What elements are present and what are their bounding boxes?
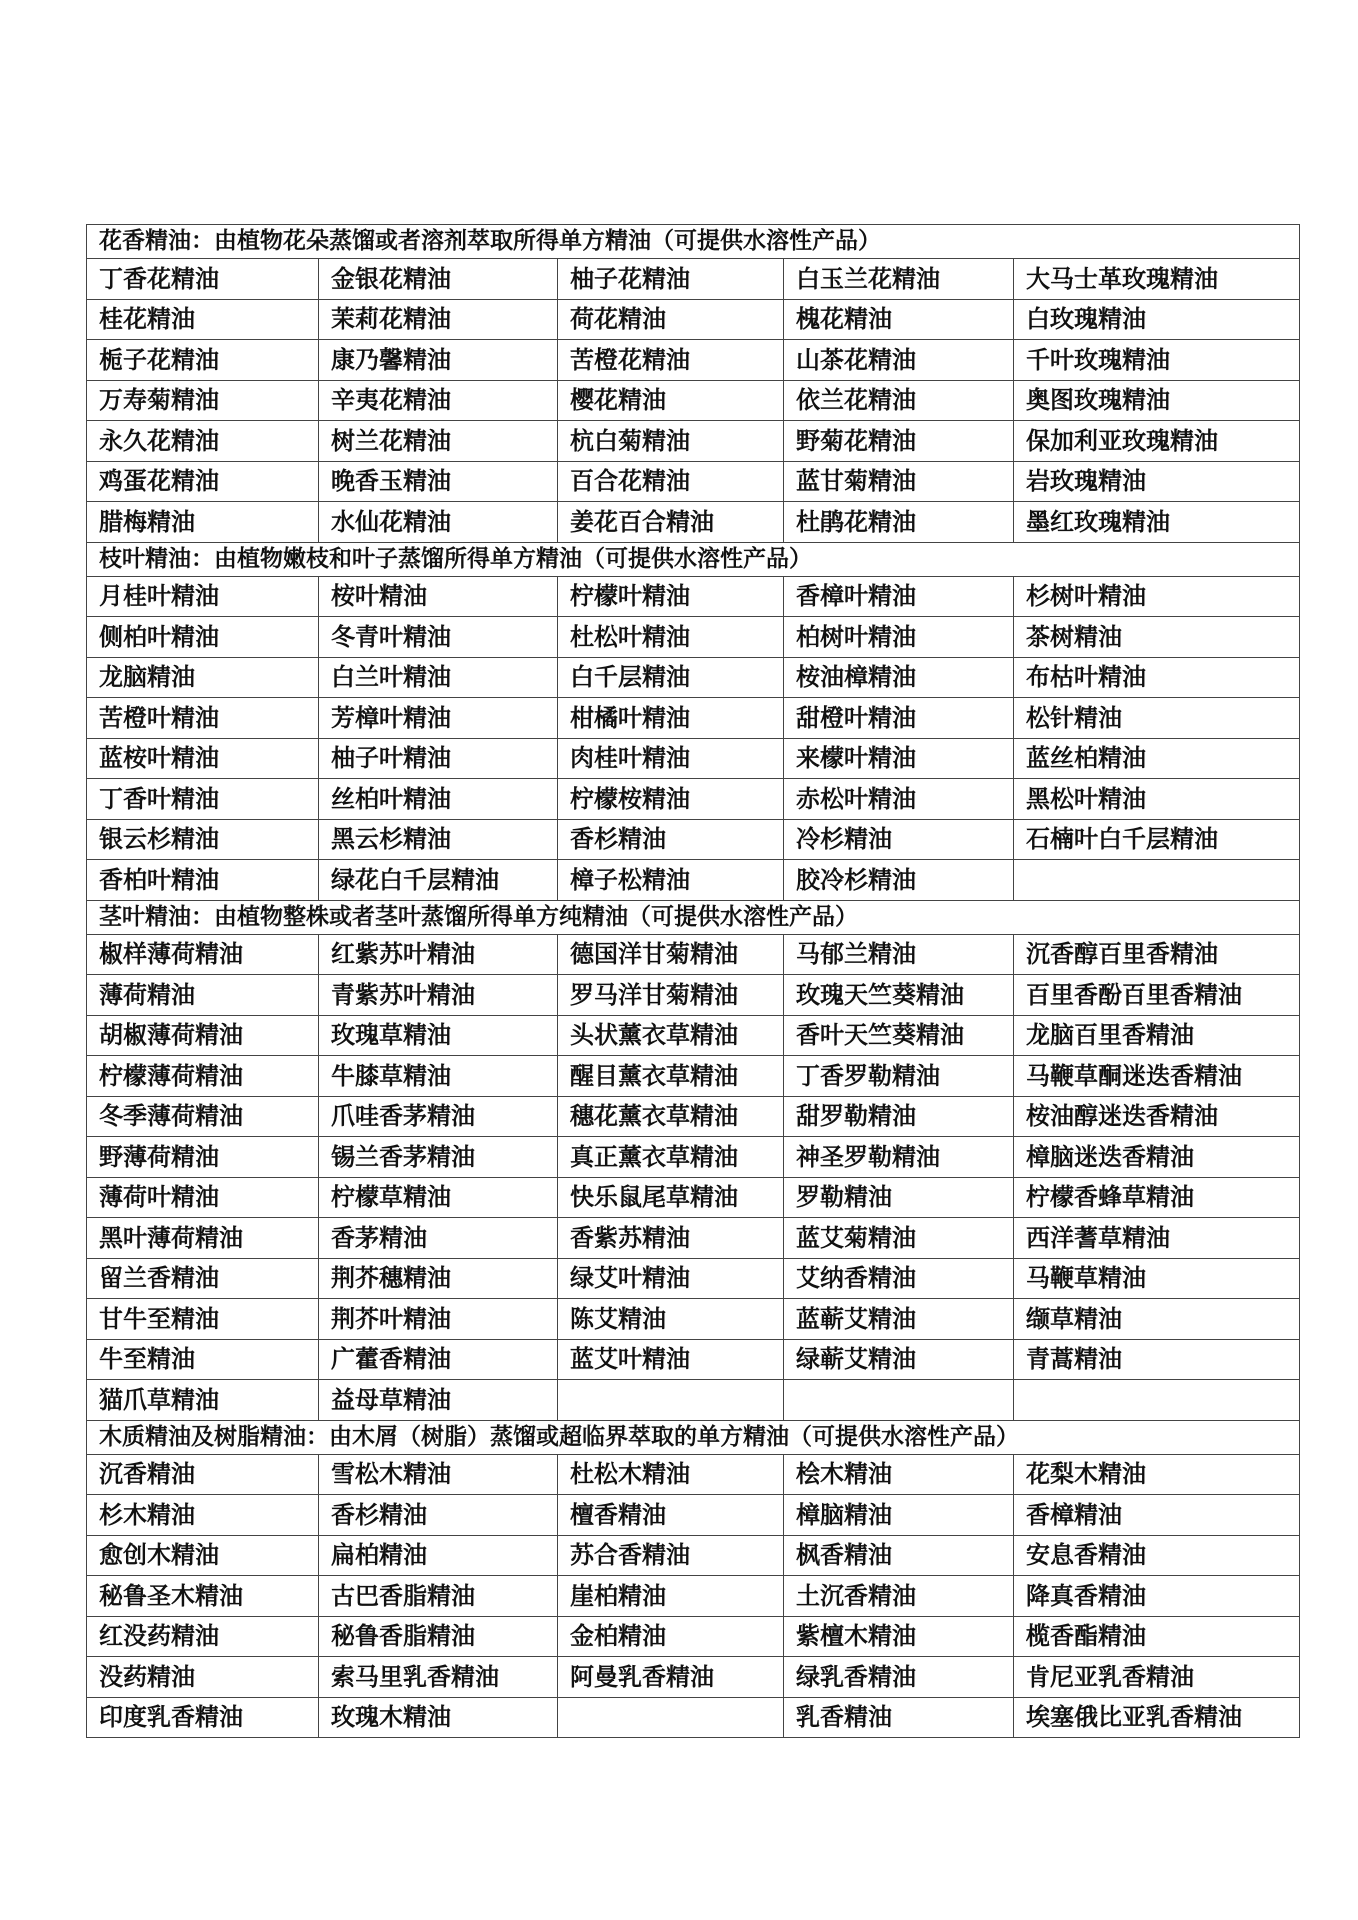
table-cell: 蓝甘菊精油 (784, 461, 1014, 502)
table-cell: 降真香精油 (1014, 1576, 1300, 1617)
table-cell (784, 1380, 1014, 1421)
table-cell: 永久花精油 (87, 421, 319, 462)
table-row (87, 1657, 1300, 1698)
table-cell: 索马里乳香精油 (319, 1657, 558, 1698)
table-cell: 丁香罗勒精油 (784, 1056, 1014, 1097)
table-cell: 百里香酚百里香精油 (1014, 975, 1300, 1016)
table-cell: 罗勒精油 (784, 1177, 1014, 1218)
table-cell: 胶冷杉精油 (784, 860, 1014, 901)
table-cell: 黑云杉精油 (319, 819, 558, 860)
table-row (87, 340, 1300, 381)
table-cell: 牛膝草精油 (319, 1056, 558, 1097)
table-cell: 苏合香精油 (558, 1535, 784, 1576)
table-row (87, 934, 1300, 975)
table-cell: 黑叶薄荷精油 (87, 1218, 319, 1259)
table-cell: 白兰叶精油 (319, 657, 558, 698)
table-cell: 没药精油 (87, 1657, 319, 1698)
table-cell: 阿曼乳香精油 (558, 1657, 784, 1698)
table-cell: 龙脑百里香精油 (1014, 1015, 1300, 1056)
table-cell: 树兰花精油 (319, 421, 558, 462)
table-cell: 杜松木精油 (558, 1454, 784, 1495)
table-cell: 乳香精油 (784, 1697, 1014, 1738)
table-cell: 玫瑰木精油 (319, 1697, 558, 1738)
table-cell: 柑橘叶精油 (558, 698, 784, 739)
table-cell: 杉木精油 (87, 1495, 319, 1536)
table-cell (1014, 1380, 1300, 1421)
table-row (87, 1535, 1300, 1576)
table-cell: 柠檬薄荷精油 (87, 1056, 319, 1097)
table-cell: 薄荷叶精油 (87, 1177, 319, 1218)
table-cell: 野菊花精油 (784, 421, 1014, 462)
table-cell: 马鞭草精油 (1014, 1258, 1300, 1299)
table-cell (558, 1380, 784, 1421)
table-cell: 枫香精油 (784, 1535, 1014, 1576)
table-row (87, 1299, 1300, 1340)
table-cell: 胡椒薄荷精油 (87, 1015, 319, 1056)
table-cell: 香紫苏精油 (558, 1218, 784, 1259)
table-cell: 侧柏叶精油 (87, 617, 319, 658)
table-cell: 爪哇香茅精油 (319, 1096, 558, 1137)
table-cell: 玫瑰天竺葵精油 (784, 975, 1014, 1016)
table-row (87, 1056, 1300, 1097)
table-cell: 广藿香精油 (319, 1339, 558, 1380)
table-cell: 丝柏叶精油 (319, 779, 558, 820)
table-cell: 香樟叶精油 (784, 576, 1014, 617)
table-cell: 马郁兰精油 (784, 934, 1014, 975)
table-cell: 沉香醇百里香精油 (1014, 934, 1300, 975)
table-cell: 柠檬叶精油 (558, 576, 784, 617)
table-cell (1014, 860, 1300, 901)
table-cell: 猫爪草精油 (87, 1380, 319, 1421)
table-cell: 绿乳香精油 (784, 1657, 1014, 1698)
table-row (87, 380, 1300, 421)
table-cell: 柠檬桉精油 (558, 779, 784, 820)
table-cell: 赤松叶精油 (784, 779, 1014, 820)
table-cell: 陈艾精油 (558, 1299, 784, 1340)
table-cell: 桧木精油 (784, 1454, 1014, 1495)
table-cell: 百合花精油 (558, 461, 784, 502)
table-cell: 荷花精油 (558, 299, 784, 340)
table-cell: 甘牛至精油 (87, 1299, 319, 1340)
table-cell: 银云杉精油 (87, 819, 319, 860)
section-header-row (87, 225, 1300, 259)
table-row (87, 1697, 1300, 1738)
table-cell: 鸡蛋花精油 (87, 461, 319, 502)
table-row (87, 1454, 1300, 1495)
table-cell: 冬青叶精油 (319, 617, 558, 658)
table-cell: 水仙花精油 (319, 502, 558, 543)
table-cell: 桉油樟精油 (784, 657, 1014, 698)
table-cell: 冷杉精油 (784, 819, 1014, 860)
table-cell: 墨红玫瑰精油 (1014, 502, 1300, 543)
table-cell: 玫瑰草精油 (319, 1015, 558, 1056)
table-cell: 香杉精油 (558, 819, 784, 860)
table-cell: 苦橙花精油 (558, 340, 784, 381)
table-cell: 真正薰衣草精油 (558, 1137, 784, 1178)
table-cell: 千叶玫瑰精油 (1014, 340, 1300, 381)
table-cell: 醒目薰衣草精油 (558, 1056, 784, 1097)
table-cell: 柠檬香蜂草精油 (1014, 1177, 1300, 1218)
table-row (87, 819, 1300, 860)
table-cell: 冬季薄荷精油 (87, 1096, 319, 1137)
table-cell: 槐花精油 (784, 299, 1014, 340)
table-cell: 樟脑精油 (784, 1495, 1014, 1536)
table-cell: 保加利亚玫瑰精油 (1014, 421, 1300, 462)
table-cell: 椒样薄荷精油 (87, 934, 319, 975)
table-cell: 愈创木精油 (87, 1535, 319, 1576)
table-cell: 依兰花精油 (784, 380, 1014, 421)
table-cell: 白玉兰花精油 (784, 259, 1014, 300)
table-cell: 来檬叶精油 (784, 738, 1014, 779)
table-row (87, 259, 1300, 300)
table-row (87, 502, 1300, 543)
table-row (87, 1258, 1300, 1299)
table-row (87, 975, 1300, 1016)
table-cell: 腊梅精油 (87, 502, 319, 543)
table-cell (558, 1697, 784, 1738)
section-header-row (87, 542, 1300, 576)
table-cell: 黑松叶精油 (1014, 779, 1300, 820)
table-cell: 月桂叶精油 (87, 576, 319, 617)
table-row (87, 1177, 1300, 1218)
table-row (87, 738, 1300, 779)
table-cell: 辛夷花精油 (319, 380, 558, 421)
table-cell: 杜鹃花精油 (784, 502, 1014, 543)
table-cell: 肉桂叶精油 (558, 738, 784, 779)
table-cell: 松针精油 (1014, 698, 1300, 739)
table-row (87, 1339, 1300, 1380)
section-title: 木质精油及树脂精油：由木屑（树脂）蒸馏或超临界萃取的单方精油（可提供水溶性产品） (87, 1420, 1300, 1454)
table-row (87, 421, 1300, 462)
table-cell: 香叶天竺葵精油 (784, 1015, 1014, 1056)
table-cell: 埃塞俄比亚乳香精油 (1014, 1697, 1300, 1738)
table-cell: 奥图玫瑰精油 (1014, 380, 1300, 421)
table-cell: 甜罗勒精油 (784, 1096, 1014, 1137)
table-cell: 青蒿精油 (1014, 1339, 1300, 1380)
table-cell: 香杉精油 (319, 1495, 558, 1536)
table-cell: 蓝艾菊精油 (784, 1218, 1014, 1259)
table-row (87, 576, 1300, 617)
table-cell: 樟脑迷迭香精油 (1014, 1137, 1300, 1178)
table-cell: 沉香精油 (87, 1454, 319, 1495)
table-cell: 樱花精油 (558, 380, 784, 421)
table-cell: 荆芥穗精油 (319, 1258, 558, 1299)
table-cell: 绿花白千层精油 (319, 860, 558, 901)
table-cell: 桉叶精油 (319, 576, 558, 617)
table-cell: 石楠叶白千层精油 (1014, 819, 1300, 860)
table-cell: 芳樟叶精油 (319, 698, 558, 739)
table-cell: 头状薰衣草精油 (558, 1015, 784, 1056)
table-cell: 万寿菊精油 (87, 380, 319, 421)
table-cell: 益母草精油 (319, 1380, 558, 1421)
table-cell: 蓝蕲艾精油 (784, 1299, 1014, 1340)
table-cell: 秘鲁圣木精油 (87, 1576, 319, 1617)
table-cell: 龙脑精油 (87, 657, 319, 698)
table-cell: 牛至精油 (87, 1339, 319, 1380)
section-header-row (87, 1420, 1300, 1454)
table-cell: 野薄荷精油 (87, 1137, 319, 1178)
table-row (87, 1218, 1300, 1259)
table-cell: 金银花精油 (319, 259, 558, 300)
table-row (87, 461, 1300, 502)
table-cell: 扁柏精油 (319, 1535, 558, 1576)
table-cell: 香茅精油 (319, 1218, 558, 1259)
table-cell: 绿艾叶精油 (558, 1258, 784, 1299)
table-cell: 快乐鼠尾草精油 (558, 1177, 784, 1218)
table-cell: 绿蕲艾精油 (784, 1339, 1014, 1380)
table-cell: 白玫瑰精油 (1014, 299, 1300, 340)
table-row (87, 1015, 1300, 1056)
table-cell: 崖柏精油 (558, 1576, 784, 1617)
table-cell: 茶树精油 (1014, 617, 1300, 658)
table-cell: 檀香精油 (558, 1495, 784, 1536)
table-cell: 蓝桉叶精油 (87, 738, 319, 779)
table-cell: 艾纳香精油 (784, 1258, 1014, 1299)
table-cell: 甜橙叶精油 (784, 698, 1014, 739)
table-cell: 穗花薰衣草精油 (558, 1096, 784, 1137)
section-header-row (87, 900, 1300, 934)
table-row (87, 698, 1300, 739)
table-cell: 雪松木精油 (319, 1454, 558, 1495)
table-cell: 杜松叶精油 (558, 617, 784, 658)
table-cell: 丁香叶精油 (87, 779, 319, 820)
table-cell: 神圣罗勒精油 (784, 1137, 1014, 1178)
table-cell: 德国洋甘菊精油 (558, 934, 784, 975)
section-title: 茎叶精油：由植物整株或者茎叶蒸馏所得单方纯精油（可提供水溶性产品） (87, 900, 1300, 934)
table-cell: 白千层精油 (558, 657, 784, 698)
table-cell: 留兰香精油 (87, 1258, 319, 1299)
section-title: 花香精油：由植物花朵蒸馏或者溶剂萃取所得单方精油（可提供水溶性产品） (87, 225, 1300, 259)
table-cell: 柚子叶精油 (319, 738, 558, 779)
table-cell: 土沉香精油 (784, 1576, 1014, 1617)
table-cell: 西洋蓍草精油 (1014, 1218, 1300, 1259)
table-row (87, 1495, 1300, 1536)
table-cell: 古巴香脂精油 (319, 1576, 558, 1617)
table-cell: 秘鲁香脂精油 (319, 1616, 558, 1657)
table-row (87, 1380, 1300, 1421)
table-cell: 金柏精油 (558, 1616, 784, 1657)
table-cell: 青紫苏叶精油 (319, 975, 558, 1016)
table-cell: 罗马洋甘菊精油 (558, 975, 784, 1016)
table-cell: 桉油醇迷迭香精油 (1014, 1096, 1300, 1137)
table-cell: 大马士革玫瑰精油 (1014, 259, 1300, 300)
table-cell: 锡兰香茅精油 (319, 1137, 558, 1178)
table-cell: 桂花精油 (87, 299, 319, 340)
table-cell: 晚香玉精油 (319, 461, 558, 502)
table-cell: 杉树叶精油 (1014, 576, 1300, 617)
table-cell: 苦橙叶精油 (87, 698, 319, 739)
table-cell: 蓝艾叶精油 (558, 1339, 784, 1380)
table-row (87, 299, 1300, 340)
table-cell: 杭白菊精油 (558, 421, 784, 462)
table-row (87, 1616, 1300, 1657)
table-cell: 樟子松精油 (558, 860, 784, 901)
table-cell: 茉莉花精油 (319, 299, 558, 340)
table-cell: 蓝丝柏精油 (1014, 738, 1300, 779)
table-cell: 柏树叶精油 (784, 617, 1014, 658)
table-cell: 岩玫瑰精油 (1014, 461, 1300, 502)
table-cell: 肯尼亚乳香精油 (1014, 1657, 1300, 1698)
table-cell: 荆芥叶精油 (319, 1299, 558, 1340)
table-row (87, 779, 1300, 820)
table-cell: 花梨木精油 (1014, 1454, 1300, 1495)
table-cell: 姜花百合精油 (558, 502, 784, 543)
table-cell: 马鞭草酮迷迭香精油 (1014, 1056, 1300, 1097)
table-cell: 红紫苏叶精油 (319, 934, 558, 975)
section-title: 枝叶精油：由植物嫩枝和叶子蒸馏所得单方精油（可提供水溶性产品） (87, 542, 1300, 576)
table-cell: 香樟精油 (1014, 1495, 1300, 1536)
table-cell: 山茶花精油 (784, 340, 1014, 381)
table-cell: 印度乳香精油 (87, 1697, 319, 1738)
table-row (87, 860, 1300, 901)
table-cell: 薄荷精油 (87, 975, 319, 1016)
table-cell: 栀子花精油 (87, 340, 319, 381)
table-cell: 布枯叶精油 (1014, 657, 1300, 698)
table-cell: 缬草精油 (1014, 1299, 1300, 1340)
table-cell: 柚子花精油 (558, 259, 784, 300)
table-body (87, 225, 1300, 1738)
table-cell: 紫檀木精油 (784, 1616, 1014, 1657)
table-row (87, 1137, 1300, 1178)
table-row (87, 1576, 1300, 1617)
table-row (87, 1096, 1300, 1137)
table-cell: 榄香酯精油 (1014, 1616, 1300, 1657)
table-cell: 红没药精油 (87, 1616, 319, 1657)
table-cell: 香柏叶精油 (87, 860, 319, 901)
table-cell: 柠檬草精油 (319, 1177, 558, 1218)
table-cell: 丁香花精油 (87, 259, 319, 300)
table-row (87, 617, 1300, 658)
table-row (87, 657, 1300, 698)
essential-oil-table (86, 224, 1300, 1738)
table-cell: 安息香精油 (1014, 1535, 1300, 1576)
table-cell: 康乃馨精油 (319, 340, 558, 381)
